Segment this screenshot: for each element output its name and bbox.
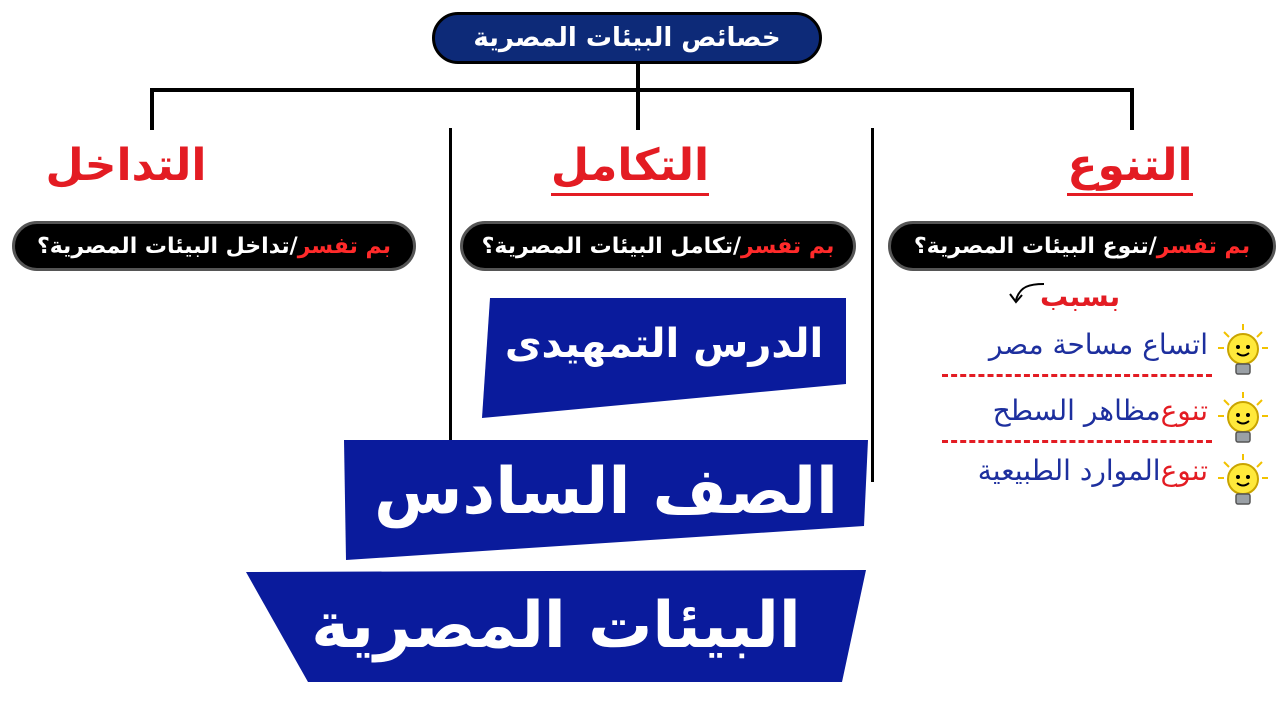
heading-diversity-text: التنوع bbox=[1067, 140, 1192, 196]
question-integration bbox=[460, 221, 856, 271]
reason-item-3 bbox=[978, 454, 1208, 487]
lightbulb-icon bbox=[1214, 322, 1272, 380]
dashed-divider bbox=[942, 374, 1212, 377]
column-divider-left bbox=[449, 128, 452, 446]
lightbulb-icon bbox=[1214, 452, 1272, 510]
heading-diversity bbox=[1030, 140, 1230, 191]
grade-banner bbox=[344, 440, 868, 562]
dashed-divider bbox=[942, 440, 1212, 443]
question-prefix: بم تفسر bbox=[741, 233, 835, 259]
lightbulb-icon bbox=[1214, 390, 1272, 448]
reason-item-1 bbox=[989, 328, 1208, 361]
subject-banner bbox=[246, 570, 866, 682]
question-prefix: بم تفسر bbox=[297, 233, 392, 259]
heading-overlap-text: التداخل bbox=[45, 140, 207, 191]
diagram-title-text: خصائص البيئات المصرية bbox=[473, 23, 781, 53]
branch-drop-right bbox=[1130, 88, 1134, 130]
lesson-banner-text: الدرس التمهيدى bbox=[504, 321, 824, 367]
reason-word: بسبب bbox=[1040, 280, 1121, 313]
branch-drop-middle bbox=[636, 88, 640, 130]
reason-lead: تنوع bbox=[1160, 394, 1208, 427]
question-text: /تداخل البيئات المصرية؟ bbox=[36, 233, 298, 259]
title-connector bbox=[636, 64, 640, 90]
reason-item-2 bbox=[993, 394, 1208, 427]
question-prefix: بم تفسر bbox=[1156, 233, 1251, 259]
subject-banner-text: البيئات المصرية bbox=[311, 589, 801, 663]
heading-integration-text: التكامل bbox=[551, 140, 709, 196]
question-overlap bbox=[12, 221, 416, 271]
question-diversity bbox=[888, 221, 1276, 271]
reason-lead: تنوع bbox=[1160, 454, 1208, 487]
question-text: /تنوع البيئات المصرية؟ bbox=[913, 233, 1157, 259]
branch-bar bbox=[150, 88, 1134, 92]
branch-drop-left bbox=[150, 88, 154, 130]
reason-text: مظاهر السطح bbox=[992, 394, 1161, 427]
grade-banner-text: الصف السادس bbox=[374, 455, 838, 529]
column-divider-right bbox=[871, 128, 874, 482]
heading-overlap bbox=[26, 140, 226, 191]
lesson-banner bbox=[482, 298, 846, 420]
diagram-title bbox=[432, 12, 822, 64]
reason-text: اتساع مساحة مصر bbox=[988, 328, 1208, 361]
heading-integration bbox=[530, 140, 730, 191]
reason-text: الموارد الطبيعية bbox=[977, 454, 1161, 487]
question-text: /تكامل البيئات المصرية؟ bbox=[481, 233, 741, 259]
